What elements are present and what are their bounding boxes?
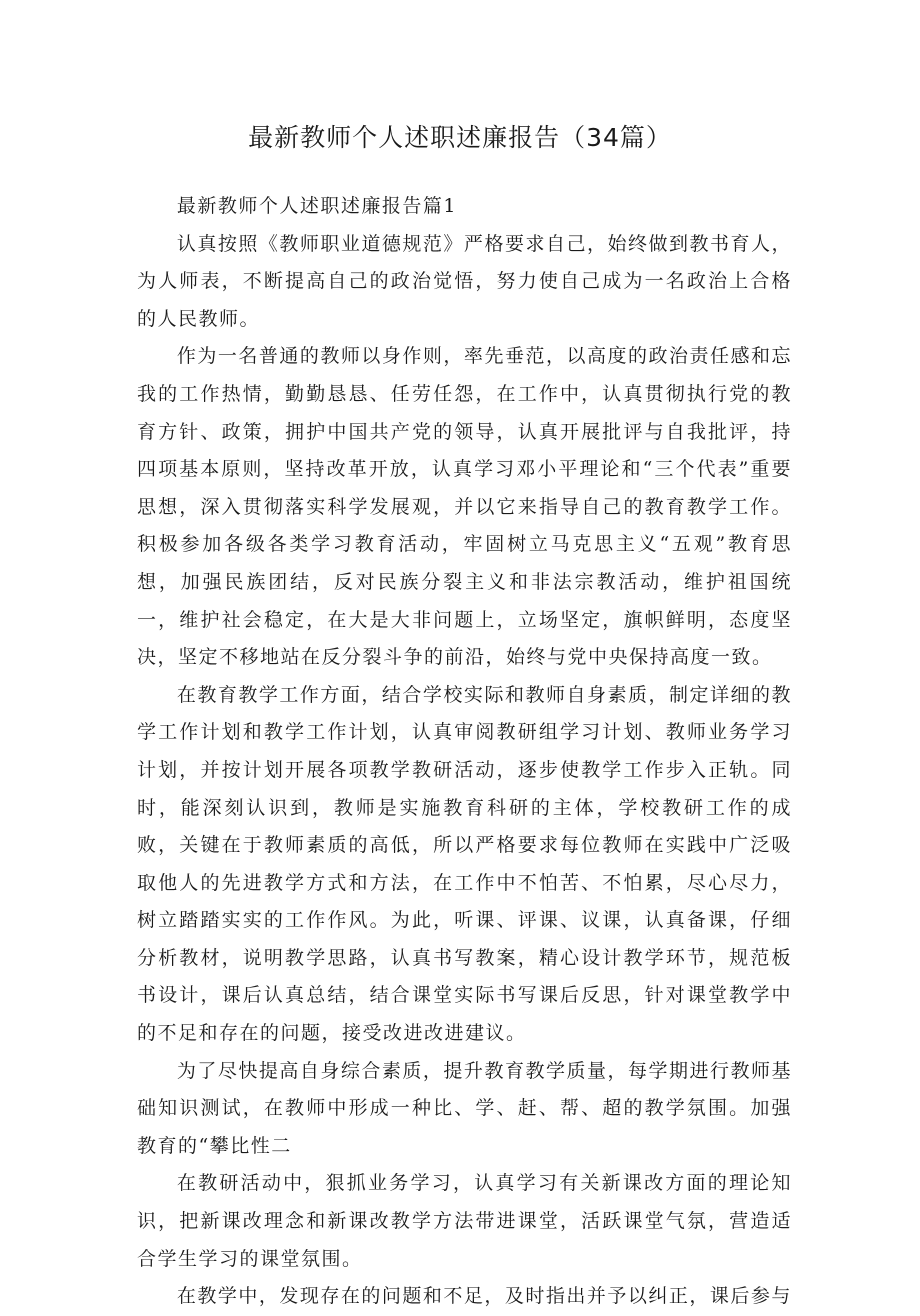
document-body [137,188,792,1316]
document-title: 最新教师个人述职述廉报告（34篇） [248,123,672,152]
paragraph: 为了尽快提高自身综合素质，提升教育教学质量，每学期进行教师基础知识测试，在教师中形成一种比、学、赶、帮、超的教学氛围。加强教育的“攀比性二 [137,1059,792,1157]
paragraph: 在教研活动中，狠抓业务学习，认真学习有关新课改方面的理论知识，把新课改理念和新课改教学方法带进课堂，活跃课堂气氛，营造适合学生学习的课堂氛围。 [137,1172,792,1270]
section-heading: 最新教师个人述职述廉报告篇1 [176,195,457,217]
paragraph: 认真按照《教师职业道德规范》严格要求自己，始终做到教书育人，为人师表，不断提高自己的政治觉悟，努力使自己成为一名政治上合格的人民教师。 [137,232,792,330]
paragraph: 作为一名普通的教师以身作则，率先垂范，以高度的政治责任感和忘我的工作热情，勤勤恳恳、任劳任怨，在工作中，认真贯彻执行党的教育方针、政策，拥护中国共产党的领导，认真开展批评与自我批评，持四项基本原则，坚持改革开放，认真学习邓小平理论和“三个代表”重要思想，深入贯彻落实科学发展观，并以它来指导自己的教育教学工作。积极参加各级各类学习教育活动，牢固树立马克思主义“五观”教育思想，加强民族团结，反对民族分裂主义和非法宗教活动，维护祖国统一，维护社会稳定，在大是大非问题上，立场坚定，旗帜鲜明，态度坚决，坚定不移地站在反分裂斗争的前沿，始终与党中央保持高度一致。 [137,345,792,669]
paragraph: 在教学中，发现存在的问题和不足，及时指出并予以纠正，课后参与 [176,1285,792,1308]
paragraph: 在教育教学工作方面，结合学校实际和教师自身素质，制定详细的教学工作计划和教学工作计划，认真审阅教研组学习计划、教师业务学习计划，并按计划开展各项教学教研活动，逐步使教学工作步入正轨。同时，能深刻认识到，教师是实施教育科研的主体，学校教研工作的成败，关键在于教师素质的高低，所以严格要求每位教师在实践中广泛吸取他人的先进教学方式和方法，在工作中不怕苦、不怕累，尽心尽力，树立踏踏实实的工作作风。为此，听课、评课、议课，认真备课，仔细分析教材，说明教学思路，认真书写教案，精心设计教学环节，规范板书设计，课后认真总结，结合课堂实际书写课后反思，针对课堂教学中的不足和存在的问题，接受改进改进建议。 [137,683,792,1045]
